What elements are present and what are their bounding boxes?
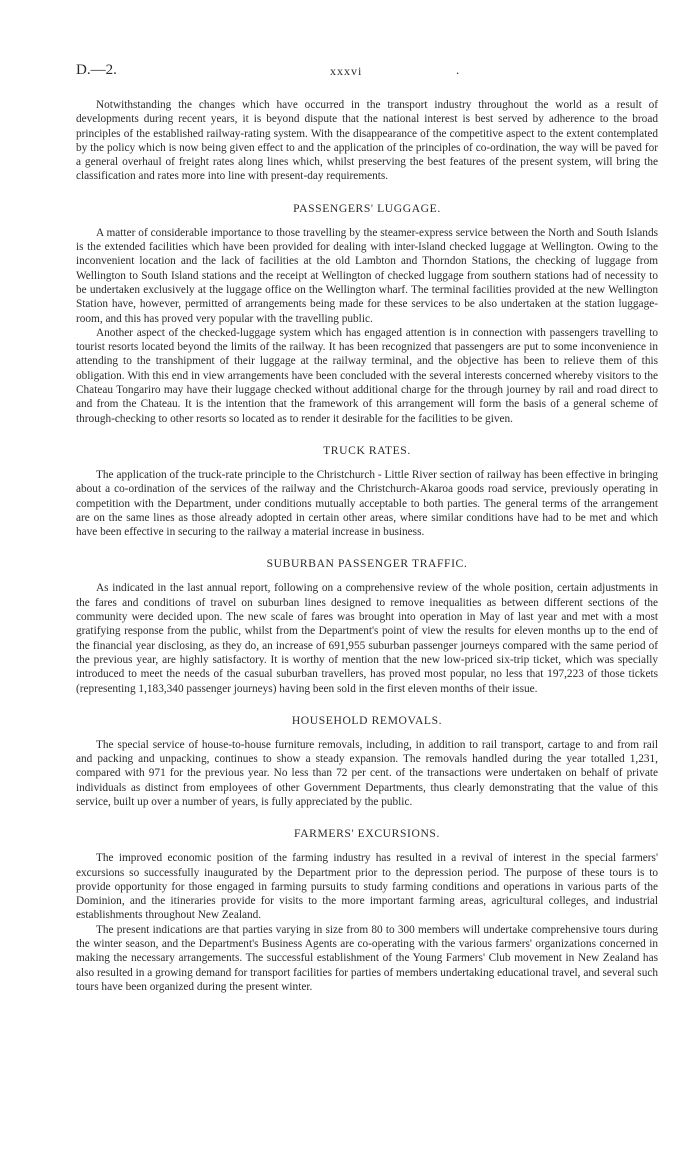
document-body <box>76 98 658 994</box>
section-heading-household-removals: HOUSEHOLD REMOVALS. <box>291 713 443 727</box>
section-heading-truck-rates: TRUCK RATES. <box>323 443 411 457</box>
header-dot: . <box>456 62 460 77</box>
section-heading-farmers-excursions: FARMERS' EXCURSIONS. <box>294 827 440 841</box>
intro-paragraph: Notwithstanding the changes which have occurred in the transport industry throughout the world as a result of developments during recent years, it is beyond dispute that the national interest is best served by adherence to the broad principles of the established railway-rating system. With the disappearance of the competitive aspect to the extent contemplated by the policy which is now being given effect to and the application of the principles of co-ordination, the way will be paved for a general overhaul of freight rates along lines which, whilst preserving the best features of the present system, will bring the classification and rates more into line with present-day requirements. <box>76 99 658 183</box>
paragraph: The application of the truck-rate principle to the Christchurch - Little River section of railway has been effective in bringing about a co-ordination of the services of the railway and the Christchurch-Akaroa goods road service, previously operating in competition with the Department, under conditions mutually acceptable to both parties. The general terms of the arrangement are on the same lines as those already adopted in certain other areas, where similar conditions have had to be met and which have been effective in securing to the railway a material increase in business. <box>76 468 658 539</box>
document-reference: D.—2. <box>76 62 117 78</box>
page-header <box>76 62 658 84</box>
section-heading-suburban-passenger-traffic: SUBURBAN PASSENGER TRAFFIC. <box>266 557 468 571</box>
paragraph: Another aspect of the checked-luggage system which has engaged attention is in connection with passengers travelling to tourist resorts located beyond the limits of the railway. It has been recognized that passengers are put to some inconvenience in attending to the transhipment of their luggage at the railway terminal, and the objective has been to relieve them of this obligation. With this end in view arrangements have been concluded with the several interests concerned whereby visitors to the Chateau Tongariro may have their luggage checked without additional charge for the through journey by rail and road direct to and from the Chateau. It is the intention that the framework of this arrangement will form the basis of a general scheme of through-checking to other resorts so located as to render it desirable for the facilities to be given. <box>76 326 658 425</box>
section-heading-passengers-luggage: PASSENGERS' LUGGAGE. <box>293 201 441 215</box>
paragraph: The present indications are that parties varying in size from 80 to 300 members will undertake comprehensive tours during the winter season, and the Department's Business Agents are co-operating with the various farmers' organizations concerned in making the necessary arrangements. The successful establishment of the Young Farmers' Club movement in New Zealand has also resulted in a growing demand for transport facilities for parties of members undertaking educational travel, and several such tours have been organized during the present winter. <box>76 923 658 993</box>
page-number: xxxvi <box>330 64 363 78</box>
paragraph: The special service of house-to-house furniture removals, including, in addition to rail transport, cartage to and from rail and packing and unpacking, continues to show a steady expansion. The removals handled during the year totalled 1,231, compared with 971 for the previous year. No less than 72 per cent. of the transactions were undertaken on behalf of private individuals as distinct from employees of other Government Departments, thus clearly demonstrating that the value of this service, built up over a number of years, is fully appreciated by the public. <box>76 738 658 808</box>
paragraph: The improved economic position of the farming industry has resulted in a revival of interest in the special farmers' excursions so successfully inaugurated by the Department prior to the depression period. The purpose of these tours is to provide opportunity for those engaged in farming pursuits to study farming conditions and operations in various parts of the Dominion, and the itineraries provide for visits to the more important farming areas, agricultural colleges, and industrial establishments throughout New Zealand. <box>76 852 658 922</box>
paragraph: As indicated in the last annual report, following on a comprehensive review of the whole position, certain adjustments in the fares and conditions of travel on suburban lines designed to remove inequalities as between different sections of the community were decided upon. The new scale of fares was brought into operation in May of last year and met with a most gratifying response from the public, whilst from the Department's point of view the results for eleven months up to the end of the financial year disclosing, as they do, an increase of 691,955 suburban passenger journeys compared with the same period of the previous year, are highly satisfactory. It is worthy of mention that the new low-priced six-trip ticket, which was specially introduced to meet the needs of the casual suburban travellers, has proved most popular, no less that 197,223 of those tickets (representing 1,183,340 passenger journeys) having been sold in the first eleven months of their issue. <box>76 582 658 695</box>
paragraph: A matter of considerable importance to those travelling by the steamer-express service between the North and South Islands is the extended facilities which have been provided for dealing with inter-Island checked luggage at Wellington. Owing to the inconvenient location and the lack of facilities at the old Lambton and Thorndon Stations, the checking of luggage from Wellington to South Island stations and the receipt at Wellington of checked luggage from southern stations had of necessity to be undertaken exclusively at the luggage office on the Wellington wharf. The terminal facilities provided at the new Wellington Station have, however, permitted of arrangements being made for these services to be also undertaken at the station luggage-room, and this has proved very popular with the travelling public. <box>76 226 658 325</box>
